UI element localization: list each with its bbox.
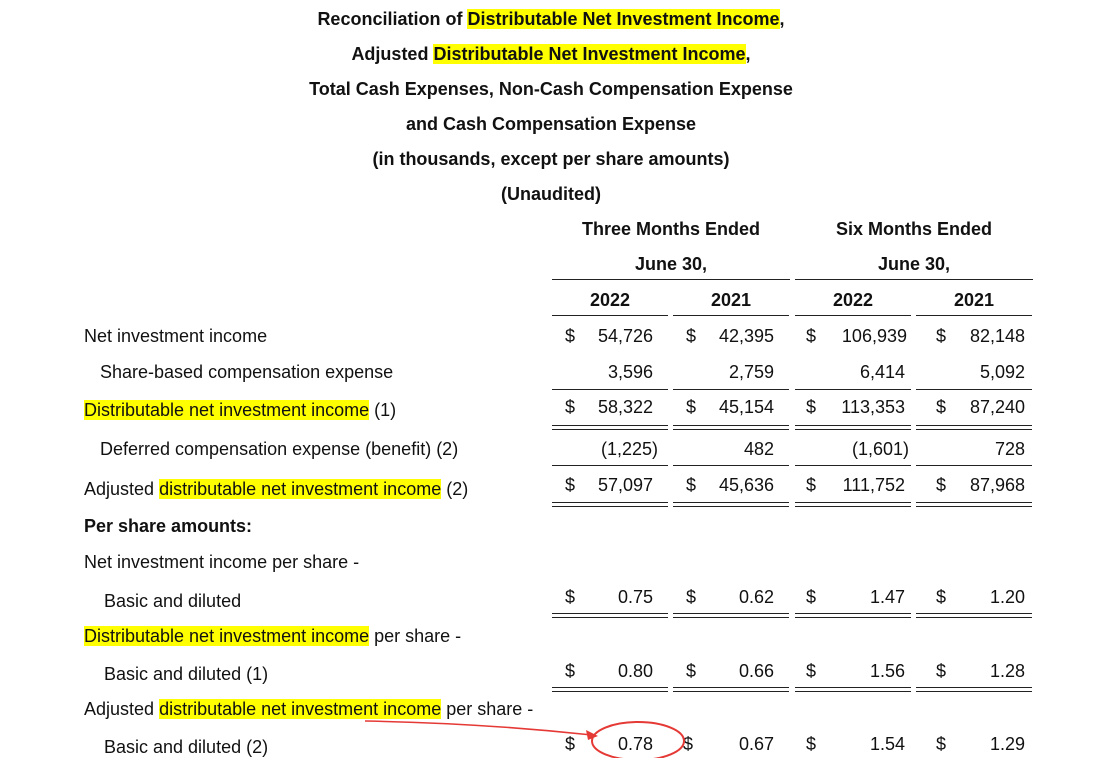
- cell-value: 1.54: [869, 734, 905, 754]
- cell-value: 0.67: [738, 734, 774, 754]
- currency-symbol: $: [565, 326, 576, 346]
- cell-value: 1.28: [989, 661, 1025, 681]
- title-line-6: (Unaudited): [501, 184, 601, 204]
- cell-value: 5,092: [979, 362, 1025, 382]
- title-text: Reconciliation of: [317, 9, 468, 29]
- label-prefix: Adjusted: [84, 699, 160, 719]
- col-year: 2021: [953, 290, 995, 310]
- section-per-share: Per share amounts:: [84, 516, 253, 536]
- row-label-share-based-comp: Share-based compensation expense: [100, 362, 394, 382]
- cell-value: 482: [743, 439, 774, 459]
- currency-symbol: $: [686, 397, 697, 417]
- currency-symbol: $: [683, 734, 694, 754]
- title-line-3: Total Cash Expenses, Non-Cash Compensation Expense: [309, 79, 793, 99]
- cell-value: 3,596: [607, 362, 653, 382]
- currency-symbol: $: [936, 661, 947, 681]
- currency-symbol: $: [806, 475, 817, 495]
- title-line-5: (in thousands, except per share amounts): [372, 149, 730, 169]
- label-highlight: Distributable net investment income: [84, 626, 370, 646]
- cell-value: (1,225): [600, 439, 658, 459]
- title-text: Adjusted: [351, 44, 434, 64]
- currency-symbol: $: [806, 587, 817, 607]
- col-year: 2022: [589, 290, 631, 310]
- col-year: 2021: [710, 290, 752, 310]
- row-label-net-investment-income: Net investment income: [84, 326, 268, 346]
- title-punct: ,: [779, 9, 785, 29]
- annotation-arrow-line: [365, 721, 592, 735]
- col-group2-subtitle: June 30,: [877, 254, 951, 274]
- col-group2-title: Six Months Ended: [835, 219, 992, 239]
- cell-value: 0.62: [738, 587, 774, 607]
- currency-symbol: $: [806, 326, 817, 346]
- cell-value: 728: [994, 439, 1025, 459]
- cell-value: 87,240: [969, 397, 1025, 417]
- currency-symbol: $: [936, 397, 947, 417]
- col-year: 2022: [832, 290, 874, 310]
- label-suffix: per share -: [441, 699, 534, 719]
- row-label-basic-diluted-2: Basic and diluted (2): [104, 737, 269, 757]
- currency-symbol: $: [686, 475, 697, 495]
- label-suffix: (1): [369, 400, 397, 420]
- cell-value: (1,601): [851, 439, 909, 459]
- row-label-basic-diluted-1: Basic and diluted (1): [104, 664, 269, 684]
- label-highlight: distributable net investment income: [159, 479, 442, 499]
- cell-value: 45,636: [718, 475, 774, 495]
- title-highlight: Distributable Net Investment Income: [433, 44, 746, 64]
- currency-symbol: $: [565, 475, 576, 495]
- cell-value: 57,097: [597, 475, 653, 495]
- cell-value: 45,154: [718, 397, 774, 417]
- cell-value: 113,353: [841, 397, 905, 417]
- label-highlight: Distributable net investment income: [84, 400, 370, 420]
- cell-value: 0.66: [738, 661, 774, 681]
- currency-symbol: $: [936, 326, 947, 346]
- cell-value: 2,759: [728, 362, 774, 382]
- currency-symbol: $: [806, 734, 817, 754]
- cell-value: 106,939: [841, 326, 907, 346]
- label-suffix: per share -: [369, 626, 462, 646]
- cell-value: 42,395: [718, 326, 774, 346]
- currency-symbol: $: [565, 397, 576, 417]
- row-label-basic-diluted: Basic and diluted: [104, 591, 242, 611]
- label-prefix: Adjusted: [84, 479, 160, 499]
- currency-symbol: $: [565, 587, 576, 607]
- title-highlight: Distributable Net Investment Income: [467, 9, 780, 29]
- cell-value: 1.56: [869, 661, 905, 681]
- cell-value: 0.80: [617, 661, 653, 681]
- title-line-4: and Cash Compensation Expense: [405, 114, 697, 134]
- col-group1-title: Three Months Ended: [581, 219, 760, 239]
- cell-value: 111,752: [842, 475, 905, 495]
- cell-value: 1.20: [989, 587, 1025, 607]
- currency-symbol: $: [565, 734, 576, 754]
- currency-symbol: $: [686, 661, 697, 681]
- cell-value: 0.75: [617, 587, 653, 607]
- cell-value: 54,726: [597, 326, 653, 346]
- currency-symbol: $: [686, 326, 697, 346]
- col-group1-subtitle: June 30,: [634, 254, 708, 274]
- currency-symbol: $: [936, 587, 947, 607]
- currency-symbol: $: [936, 734, 947, 754]
- cell-value: 87,968: [969, 475, 1025, 495]
- currency-symbol: $: [686, 587, 697, 607]
- currency-symbol: $: [565, 661, 576, 681]
- label-suffix: (2): [441, 479, 469, 499]
- currency-symbol: $: [936, 475, 947, 495]
- cell-value: 1.47: [869, 587, 905, 607]
- label-highlight: distributable net investment income: [159, 699, 442, 719]
- row-label-nii-per-share: Net investment income per share -: [84, 552, 360, 572]
- cell-value: 1.29: [989, 734, 1025, 754]
- title-punct: ,: [745, 44, 751, 64]
- currency-symbol: $: [806, 661, 817, 681]
- cell-value: 58,322: [597, 397, 653, 417]
- cell-value-highlighted: 0.78: [617, 734, 653, 754]
- cell-value: 82,148: [969, 326, 1025, 346]
- currency-symbol: $: [806, 397, 817, 417]
- cell-value: 6,414: [859, 362, 905, 382]
- row-label-deferred-comp: Deferred compensation expense (benefit) (2): [100, 439, 459, 459]
